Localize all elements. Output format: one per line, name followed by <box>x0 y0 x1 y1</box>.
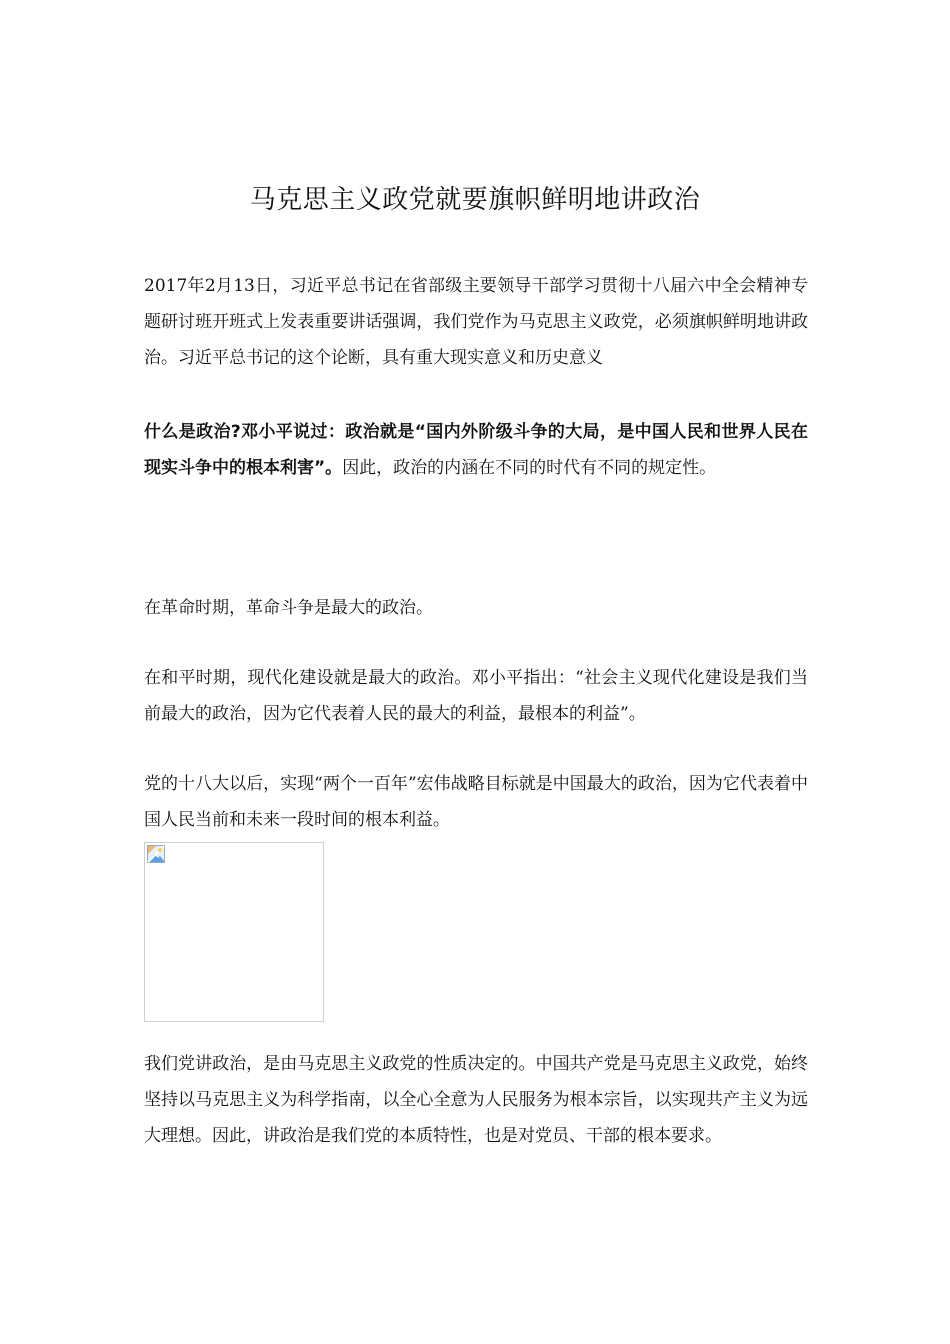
paragraph-eighteenth-congress: 党的十八大以后，实现“两个一百年”宏伟战略目标就是中国最大的政治，因为它代表着中国人民当前和未来一段时间的根本利益。 <box>144 774 808 830</box>
paragraph-revolution-period: 在革命时期，革命斗争是最大的政治。 <box>144 598 433 618</box>
image-placeholder <box>144 842 324 1022</box>
paragraph-what-is-politics <box>144 414 808 486</box>
paragraph-intro: 2017年2月13日，习近平总书记在省部级主要领导干部学习贯彻十八届六中全会精神专题研讨班开班式上发表重要讲话强调，我们党作为马克思主义政党，必须旗帜鲜明地讲政治。习近平总书记的这个论断，具有重大现实意义和历史意义 <box>144 276 808 368</box>
bold-quote: 什么是政治?邓小平说过：政治就是“国内外阶级斗争的大局，是中国人民和世界人民在现实斗争中的根本利害”。 <box>144 422 808 478</box>
broken-image-icon <box>147 845 165 863</box>
paragraph-peace-period: 在和平时期，现代化建设就是最大的政治。邓小平指出：“社会主义现代化建设是我们当前最大的政治，因为它代表着人民的最大的利益，最根本的利益”。 <box>144 668 808 724</box>
paragraph-party-nature: 我们党讲政治，是由马克思主义政党的性质决定的。中国共产党是马克思主义政党，始终坚持以马克思主义为科学指南，以全心全意为人民服务为根本宗旨，以实现共产主义为远大理想。因此，讲政治是我们党的本质特性，也是对党员、干部的根本要求。 <box>144 1054 808 1146</box>
paragraph-continuation: 因此，政治的内涵在不同的时代有不同的规定性。 <box>342 458 717 478</box>
document-title: 马克思主义政党就要旗帜鲜明地讲政治 <box>249 185 701 215</box>
